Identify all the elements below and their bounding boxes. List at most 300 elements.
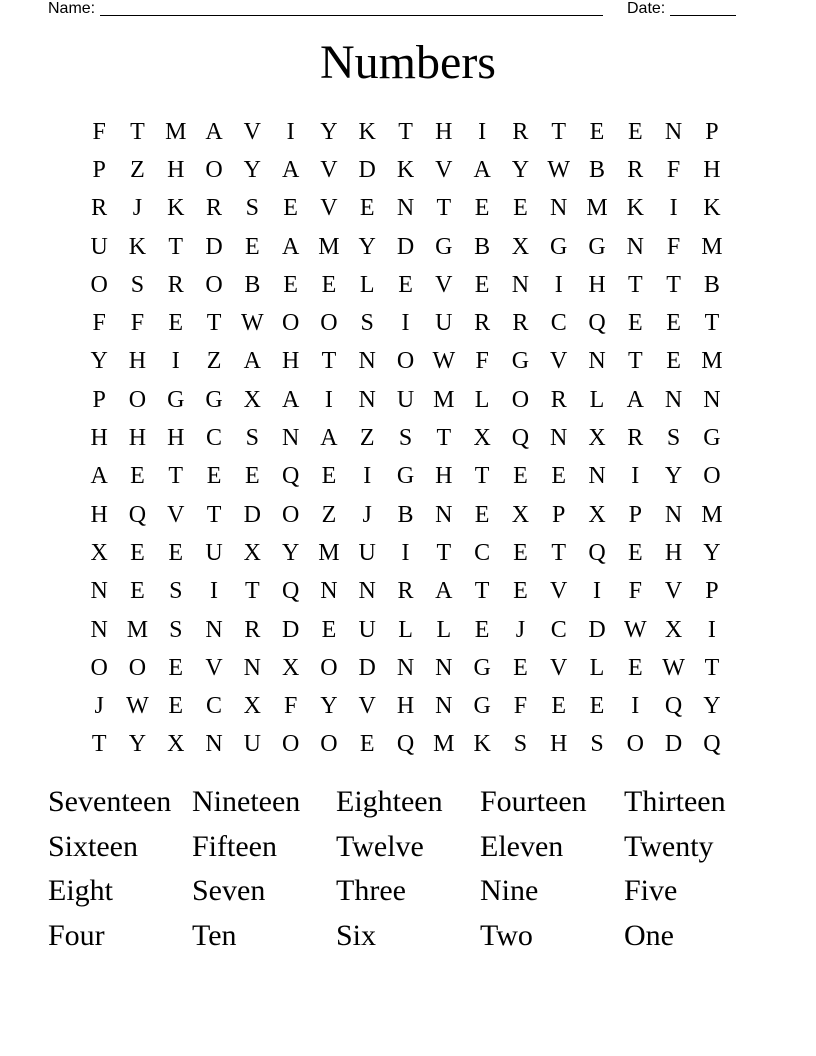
grid-letter: X — [473, 425, 491, 452]
grid-letter: R — [512, 310, 529, 337]
grid-letter: P — [705, 578, 719, 605]
grid-letter: E — [666, 310, 681, 337]
grid-letter: T — [168, 233, 184, 260]
grid-letter: E — [666, 348, 681, 375]
grid-letter: A — [626, 386, 644, 413]
grid-letter: N — [205, 616, 223, 643]
grid-letter: V — [205, 654, 223, 681]
grid-letter: W — [547, 156, 571, 183]
grid-letter: L — [474, 386, 490, 413]
grid-letter: C — [550, 310, 567, 337]
grid-letter: L — [359, 271, 375, 298]
word-bank-item: Seventeen — [48, 785, 172, 818]
grid-letter: M — [701, 233, 723, 260]
grid-letter: Y — [703, 539, 721, 566]
grid-letter: E — [321, 616, 337, 643]
grid-letter: O — [511, 386, 530, 413]
grid-letter: Z — [206, 348, 222, 375]
grid-letter: D — [358, 156, 376, 183]
date-label: Date: — [627, 0, 666, 17]
grid-letter: R — [167, 271, 184, 298]
worksheet-header — [48, 0, 748, 20]
grid-letter: W — [623, 616, 647, 643]
grid-letter: M — [165, 118, 187, 145]
grid-letter: X — [243, 539, 261, 566]
word-bank-item: Two — [480, 918, 533, 952]
grid-letter: E — [130, 463, 145, 490]
grid-letter: Y — [243, 156, 261, 183]
grid-letter: F — [628, 578, 642, 605]
grid-letter: N — [588, 348, 606, 375]
grid-letter: A — [320, 425, 338, 452]
grid-letter: I — [171, 348, 180, 375]
grid-letter: E — [589, 693, 605, 720]
grid-letter: E — [513, 539, 528, 566]
grid-letter: E — [206, 463, 222, 490]
grid-letter: E — [474, 501, 490, 528]
grid-letter: R — [206, 195, 223, 222]
grid-letter: P — [92, 386, 106, 413]
grid-letter: S — [245, 425, 260, 452]
grid-letter: X — [243, 693, 261, 720]
word-bank — [48, 781, 768, 959]
word-bank-item: Five — [624, 874, 678, 907]
grid-letter: U — [396, 386, 415, 413]
grid-letter: T — [91, 731, 107, 758]
grid-letter: R — [91, 195, 108, 222]
grid-letter: R — [244, 616, 261, 643]
grid-letter: L — [398, 616, 413, 643]
word-bank-item: Thirteen — [624, 785, 726, 818]
grid-letter: D — [243, 501, 261, 528]
grid-letter: E — [627, 654, 643, 681]
grid-letter: N — [626, 233, 644, 260]
grid-letter: E — [321, 463, 337, 490]
grid-letter: H — [703, 156, 721, 183]
grid-letter: E — [474, 271, 490, 298]
grid-letter: Q — [128, 501, 147, 528]
grid-letter: W — [432, 348, 456, 375]
grid-letter: M — [701, 501, 723, 528]
grid-letter: D — [205, 233, 223, 260]
grid-letter: H — [550, 731, 568, 758]
grid-letter: H — [435, 463, 453, 490]
grid-letter: I — [401, 539, 410, 566]
grid-letter: L — [436, 616, 452, 643]
grid-letter: N — [435, 654, 453, 681]
grid-letter: A — [281, 156, 300, 183]
grid-letter: H — [396, 693, 415, 720]
grid-letter: O — [320, 731, 338, 758]
grid-letter: D — [664, 731, 683, 758]
name-field — [48, 0, 603, 18]
grid-letter: J — [94, 693, 104, 720]
grid-letter: O — [281, 731, 300, 758]
grid-letter: Y — [90, 348, 108, 375]
grid-letter: O — [90, 654, 108, 681]
grid-letter: G — [550, 233, 568, 260]
grid-letter: V — [550, 578, 568, 605]
grid-letter: O — [205, 156, 223, 183]
word-bank-item: Ten — [192, 918, 237, 952]
word-bank-item: Twenty — [624, 829, 714, 863]
grid-letter: K — [358, 118, 376, 145]
grid-letter: V — [320, 156, 338, 183]
grid-letter: C — [474, 539, 491, 566]
grid-letter: I — [631, 463, 640, 490]
grid-letter: E — [321, 271, 337, 298]
grid-letter: N — [358, 348, 376, 375]
grid-letter: A — [281, 233, 300, 260]
grid-letter: A — [473, 156, 491, 183]
grid-letter: B — [589, 156, 606, 183]
grid-letter: H — [128, 348, 147, 375]
grid-letter: K — [703, 195, 721, 222]
grid-letter: J — [132, 195, 143, 222]
grid-letter: P — [552, 501, 566, 528]
grid-letter: R — [397, 578, 414, 605]
grid-letter: U — [358, 616, 376, 643]
grid-letter: E — [627, 118, 643, 145]
grid-letter: C — [206, 693, 223, 720]
grid-letter: F — [666, 156, 681, 183]
word-bank-item: Twelve — [336, 829, 424, 863]
grid-letter: N — [588, 463, 606, 490]
grid-letter: S — [130, 271, 145, 298]
grid-letter: N — [703, 386, 721, 413]
grid-letter: W — [662, 654, 685, 681]
grid-letter: P — [628, 501, 642, 528]
grid-letter: T — [436, 195, 452, 222]
grid-letter: S — [360, 310, 374, 337]
grid-letter: C — [550, 616, 567, 643]
grid-letter: E — [168, 693, 184, 720]
grid-letter: I — [593, 578, 601, 605]
grid-letter: R — [627, 156, 644, 183]
grid-letter: E — [513, 195, 528, 222]
grid-letter: M — [318, 539, 340, 566]
grid-letter: R — [512, 118, 529, 145]
grid-letter: E — [168, 654, 184, 681]
grid-letter: T — [206, 501, 222, 528]
grid-letter: Q — [281, 578, 300, 605]
grid-letter: K — [167, 195, 185, 222]
grid-letter: M — [433, 386, 455, 413]
grid-letter: H — [90, 425, 108, 452]
word-search-grid — [80, 113, 731, 764]
grid-letter: E — [589, 118, 605, 145]
grid-letter: N — [664, 501, 683, 528]
grid-letter: P — [92, 156, 106, 183]
grid-letter: U — [358, 539, 376, 566]
grid-letter: O — [320, 654, 338, 681]
grid-letter: I — [210, 578, 219, 605]
grid-letter: I — [631, 693, 640, 720]
grid-letter: N — [396, 195, 415, 222]
grid-letter: Y — [358, 233, 376, 260]
grid-letter: O — [281, 310, 300, 337]
grid-letter: G — [167, 386, 185, 413]
grid-letter: E — [130, 539, 145, 566]
grid-letter: S — [169, 578, 183, 605]
grid-letter: U — [90, 233, 108, 260]
grid-letter: M — [126, 616, 149, 643]
grid-letter: O — [703, 463, 721, 490]
grid-letter: N — [90, 578, 108, 605]
grid-letter: L — [589, 386, 605, 413]
grid-letter: K — [128, 233, 147, 260]
grid-letter: E — [245, 233, 260, 260]
grid-letter: E — [513, 463, 528, 490]
grid-letter: E — [283, 195, 298, 222]
grid-letter: V — [435, 271, 453, 298]
page-title: Numbers — [320, 36, 496, 89]
grid-letter: T — [436, 425, 452, 452]
grid-letter: W — [241, 310, 264, 337]
word-bank-item: Four — [48, 918, 105, 952]
grid-letter: H — [281, 348, 300, 375]
grid-letter: H — [664, 539, 683, 566]
grid-letter: E — [474, 195, 490, 222]
grid-letter: K — [396, 156, 415, 183]
grid-letter: X — [511, 233, 530, 260]
grid-letter: D — [358, 654, 376, 681]
grid-letter: G — [435, 233, 453, 260]
word-bank-item: Fourteen — [480, 785, 587, 818]
grid-letter: F — [666, 233, 681, 260]
word-bank-item: Three — [336, 874, 406, 907]
grid-letter: X — [167, 731, 185, 758]
grid-letter: E — [513, 654, 528, 681]
word-bank-item: Six — [336, 918, 377, 952]
grid-letter: Z — [130, 156, 145, 183]
grid-letter: N — [281, 425, 300, 452]
grid-letter: E — [283, 271, 298, 298]
grid-letter: E — [168, 539, 184, 566]
grid-letter: T — [551, 539, 567, 566]
date-blank-line — [670, 0, 736, 16]
grid-letter: V — [435, 156, 453, 183]
grid-letter: E — [245, 463, 260, 490]
grid-letter: V — [167, 501, 185, 528]
grid-letter: R — [550, 386, 567, 413]
grid-letter: Q — [664, 693, 683, 720]
grid-letter: I — [363, 463, 372, 490]
grid-letter: M — [318, 233, 340, 260]
grid-letter: G — [396, 463, 415, 490]
grid-letter: E — [474, 616, 490, 643]
word-bank-item: Fifteen — [192, 829, 277, 863]
word-bank-item: Seven — [192, 874, 266, 907]
grid-letter: V — [243, 118, 261, 145]
word-bank-item: Nine — [480, 874, 539, 907]
grid-letter: M — [701, 348, 723, 375]
grid-letter: H — [90, 501, 108, 528]
grid-letter: B — [703, 271, 720, 298]
grid-letter: I — [286, 118, 295, 145]
grid-letter: Y — [281, 539, 300, 566]
grid-letter: V — [550, 654, 568, 681]
grid-letter: H — [167, 156, 185, 183]
grid-letter: Y — [320, 118, 338, 145]
grid-letter: N — [243, 654, 261, 681]
grid-letter: X — [90, 539, 108, 566]
grid-letter: A — [243, 348, 261, 375]
grid-letter: Q — [511, 425, 530, 452]
grid-letter: C — [206, 425, 223, 452]
grid-letter: H — [435, 118, 453, 145]
grid-letter: I — [478, 118, 487, 145]
grid-letter: T — [627, 271, 643, 298]
name-blank-line — [100, 0, 603, 16]
grid-letter: I — [707, 616, 716, 643]
grid-letter: T — [168, 463, 184, 490]
grid-letter: J — [362, 501, 372, 528]
grid-letter: T — [245, 578, 260, 605]
grid-letter: U — [243, 731, 261, 758]
grid-letter: Z — [359, 425, 375, 452]
grid-letter: A — [435, 578, 453, 605]
grid-letter: H — [167, 425, 185, 452]
grid-letter: T — [551, 118, 567, 145]
grid-letter: N — [435, 501, 453, 528]
grid-letter: T — [130, 118, 145, 145]
grid-letter: E — [627, 310, 643, 337]
grid-letter: G — [588, 233, 606, 260]
grid-letter: N — [358, 386, 376, 413]
grid-letter: Q — [588, 310, 606, 337]
grid-letter: F — [475, 348, 489, 375]
grid-letter: G — [473, 654, 491, 681]
word-bank-item: One — [624, 918, 674, 952]
grid-letter: D — [281, 616, 300, 643]
grid-letter: N — [90, 616, 108, 643]
grid-letter: R — [627, 425, 644, 452]
grid-letter: E — [359, 731, 375, 758]
grid-letter: G — [511, 348, 530, 375]
grid-letter: E — [551, 693, 567, 720]
grid-letter: P — [705, 118, 719, 145]
grid-letter: S — [169, 616, 183, 643]
grid-letter: K — [473, 731, 491, 758]
grid-letter: S — [398, 425, 413, 452]
grid-letter: Q — [396, 731, 415, 758]
grid-letter: V — [550, 348, 568, 375]
grid-letter: A — [205, 118, 223, 145]
grid-letter: T — [704, 310, 720, 337]
grid-letter: S — [666, 425, 681, 452]
grid-letter: E — [551, 463, 567, 490]
grid-letter: V — [358, 693, 376, 720]
grid-letter: E — [359, 195, 375, 222]
grid-letter: G — [703, 425, 721, 452]
grid-letter: T — [474, 578, 490, 605]
grid-letter: I — [554, 271, 563, 298]
grid-letter: B — [397, 501, 414, 528]
grid-letter: Y — [128, 731, 147, 758]
grid-letter: T — [398, 118, 413, 145]
grid-letter: H — [128, 425, 147, 452]
grid-letter: F — [283, 693, 298, 720]
grid-letter: O — [128, 386, 147, 413]
grid-letter: Y — [703, 693, 721, 720]
grid-letter: F — [92, 118, 106, 145]
grid-letter: M — [586, 195, 608, 222]
grid-letter: A — [281, 386, 300, 413]
grid-letter: N — [205, 731, 223, 758]
grid-letter: J — [515, 616, 526, 643]
grid-letter: S — [590, 731, 604, 758]
grid-letter: O — [320, 310, 338, 337]
grid-letter: Y — [511, 156, 530, 183]
grid-letter: T — [704, 654, 720, 681]
grid-letter: N — [550, 195, 568, 222]
date-field — [627, 0, 736, 18]
word-bank-item: Sixteen — [48, 829, 138, 863]
grid-letter: N — [320, 578, 338, 605]
grid-letter: Z — [321, 501, 337, 528]
grid-letter: Q — [588, 539, 606, 566]
grid-letter: T — [474, 463, 490, 490]
grid-letter: U — [435, 310, 453, 337]
grid-letter: N — [396, 654, 415, 681]
grid-letter: Q — [703, 731, 721, 758]
grid-letter: N — [435, 693, 453, 720]
grid-letter: A — [90, 463, 108, 490]
grid-letter: T — [666, 271, 681, 298]
grid-letter: E — [398, 271, 413, 298]
grid-letter: F — [92, 310, 106, 337]
grid-letter: E — [168, 310, 184, 337]
grid-letter: F — [130, 310, 145, 337]
grid-letter: O — [90, 271, 108, 298]
word-bank-item: Nineteen — [192, 785, 301, 818]
grid-letter: X — [243, 386, 261, 413]
grid-letter: X — [588, 425, 606, 452]
grid-letter: F — [513, 693, 528, 720]
grid-letter: I — [669, 195, 678, 222]
grid-letter: D — [588, 616, 606, 643]
grid-letter: D — [396, 233, 415, 260]
grid-letter: G — [205, 386, 223, 413]
grid-letter: S — [513, 731, 528, 758]
grid-letter: R — [474, 310, 491, 337]
grid-letter: T — [321, 348, 337, 375]
grid-letter: X — [588, 501, 606, 528]
grid-letter: U — [205, 539, 223, 566]
grid-letter: I — [324, 386, 333, 413]
grid-letter: N — [511, 271, 530, 298]
grid-letter: N — [550, 425, 568, 452]
grid-letter: V — [664, 578, 683, 605]
grid-letter: Y — [664, 463, 683, 490]
word-bank-item: Eleven — [480, 829, 564, 863]
grid-letter: N — [358, 578, 376, 605]
grid-letter: O — [128, 654, 147, 681]
grid-letter: B — [474, 233, 491, 260]
grid-letter: H — [588, 271, 606, 298]
grid-letter: N — [664, 118, 683, 145]
grid-letter: L — [589, 654, 605, 681]
grid-letter: B — [244, 271, 261, 298]
grid-letter: E — [513, 578, 528, 605]
grid-letter: T — [436, 539, 452, 566]
grid-letter: T — [627, 348, 643, 375]
name-label: Name: — [48, 0, 96, 17]
grid-letter: N — [664, 386, 683, 413]
grid-letter: V — [320, 195, 338, 222]
grid-letter: G — [473, 693, 491, 720]
